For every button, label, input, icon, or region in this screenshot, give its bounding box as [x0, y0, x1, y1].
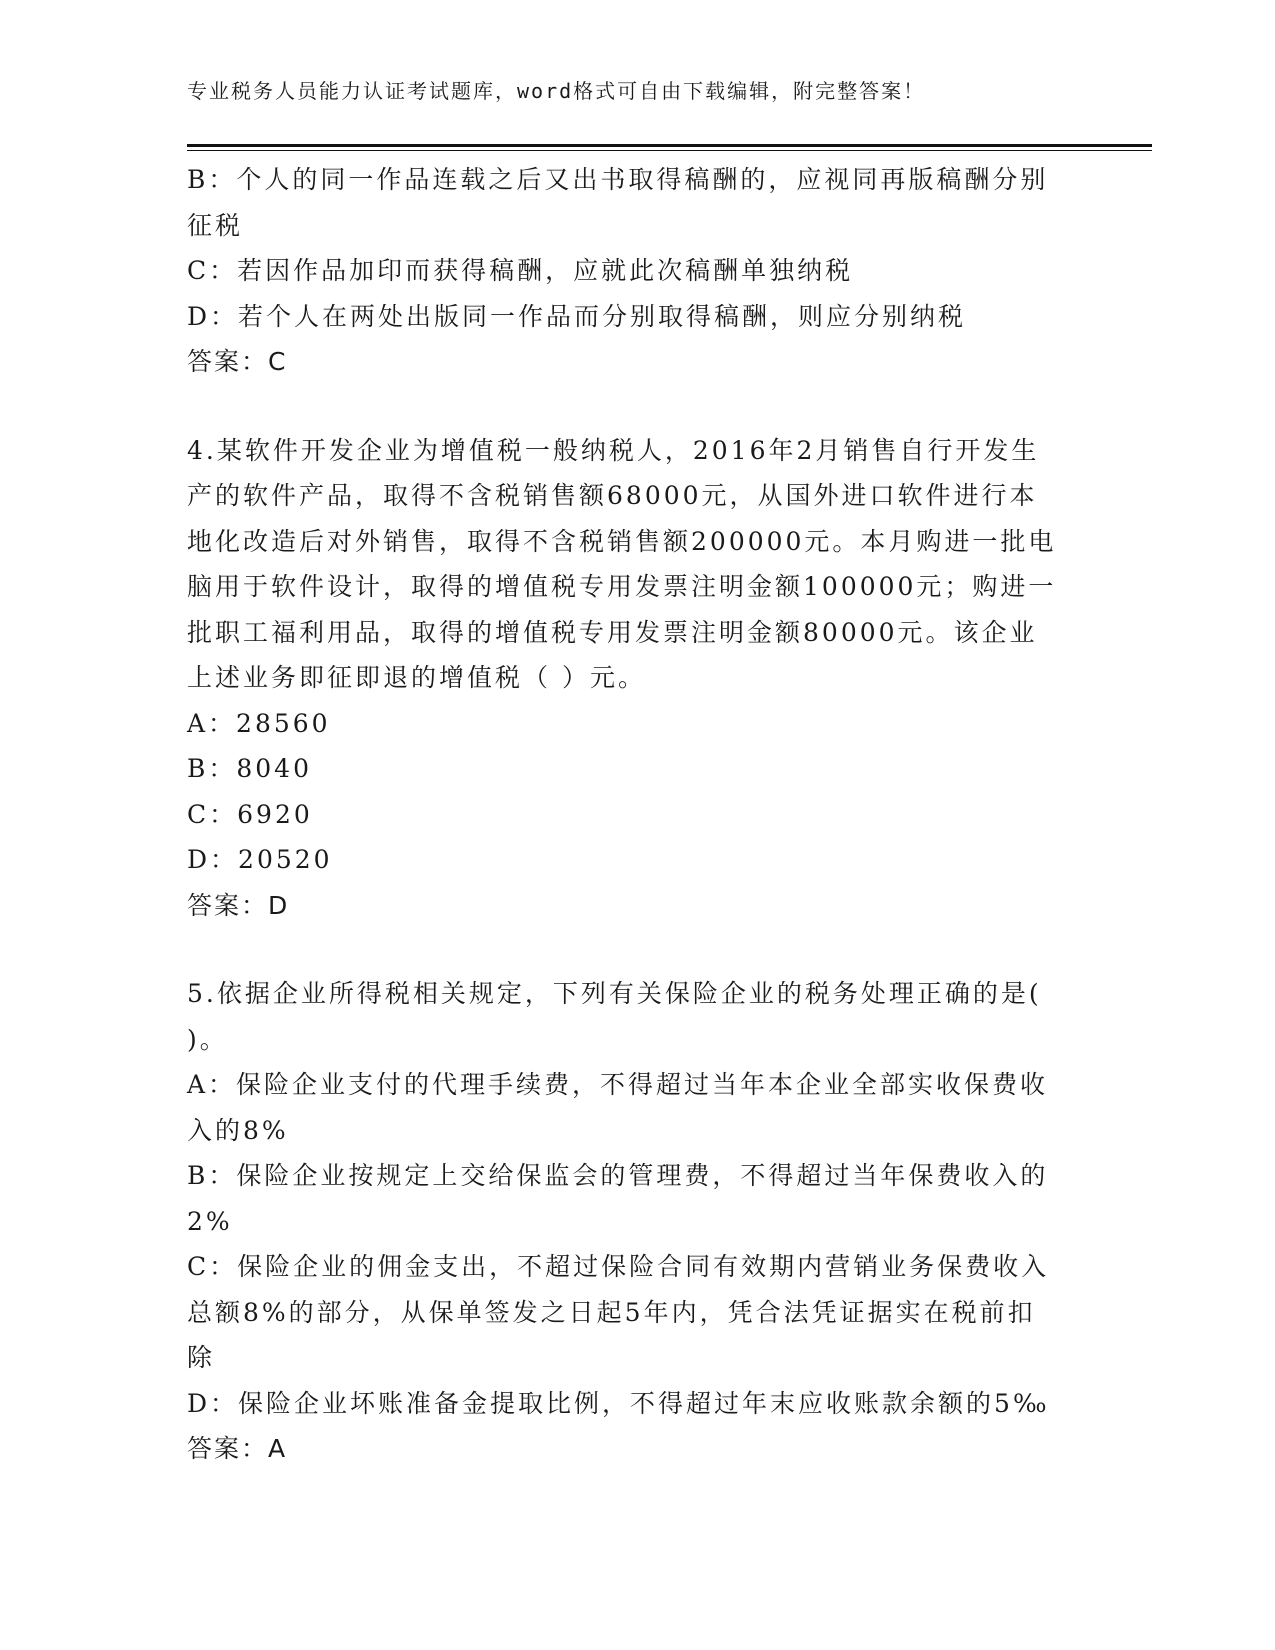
- option-c: C：6920: [187, 799, 313, 829]
- option-c-line-2: 总额8%的部分，从保单签发之日起5年内，凭合法凭证据实在税前扣: [187, 1297, 1036, 1327]
- question-stem-line: )。: [187, 1024, 228, 1054]
- question-stem-line: 4.某软件开发企业为增值税一般纳税人，2016年2月销售自行开发生: [187, 435, 1040, 465]
- page-header: 专业税务人员能力认证考试题库，word格式可自由下载编辑，附完整答案！: [187, 79, 926, 103]
- option-a: A：28560: [187, 708, 331, 738]
- option-d: D：保险企业坏账准备金提取比例，不得超过年末应收账款余额的5‰: [187, 1388, 1050, 1418]
- option-b-line-2: 征税: [187, 210, 244, 240]
- question-stem-line: 上述业务即征即退的增值税（ ）元。: [187, 663, 646, 692]
- question-stem-line: 5.依据企业所得税相关规定，下列有关保险企业的税务处理正确的是(: [187, 979, 1042, 1008]
- question-stem-line: 脑用于软件设计，取得的增值税专用发票注明金额100000元；购进一: [187, 572, 1057, 601]
- option-d: D：若个人在两处出版同一作品而分别取得稿酬，则应分别纳税: [187, 301, 967, 331]
- option-a-line-1: A：保险企业支付的代理手续费，不得超过当年本企业全部实收保费收: [187, 1070, 1049, 1099]
- option-b-line-2: 2%: [187, 1206, 233, 1236]
- option-c-line-3: 除: [187, 1343, 216, 1372]
- question-stem-line: 地化改造后对外销售，取得不含税销售额200000元。本月购进一批电: [187, 526, 1057, 556]
- header-rule-thin: [187, 150, 1152, 151]
- option-b: B：8040: [187, 754, 312, 783]
- question-4: [187, 428, 1077, 929]
- option-c-line-1: C：保险企业的佣金支出，不超过保险合同有效期内营销业务保费收入: [187, 1252, 1050, 1281]
- header-rule-thick: [187, 144, 1152, 147]
- document-body: [187, 157, 1077, 1472]
- answer: 答案：A: [187, 1434, 288, 1463]
- option-a-line-2: 入的8%: [187, 1115, 289, 1145]
- option-c: C：若因作品加印而获得稿酬，应就此次稿酬单独纳税: [187, 256, 854, 285]
- answer: 答案：C: [187, 347, 288, 376]
- option-b-line-1: B：保险企业按规定上交给保监会的管理费，不得超过当年保费收入的: [187, 1161, 1049, 1190]
- option-d: D：20520: [187, 845, 333, 874]
- question-stem-line: 批职工福利用品，取得的增值税专用发票注明金额80000元。该企业: [187, 617, 1038, 647]
- question-3: [187, 157, 1077, 385]
- option-b-line-1: B：个人的同一作品连载之后又出书取得稿酬的，应视同再版稿酬分别: [187, 165, 1049, 194]
- question-stem-line: 产的软件产品，取得不含税销售额68000元，从国外进口软件进行本: [187, 481, 1038, 510]
- answer: 答案：D: [187, 890, 290, 920]
- question-5: [187, 971, 1077, 1472]
